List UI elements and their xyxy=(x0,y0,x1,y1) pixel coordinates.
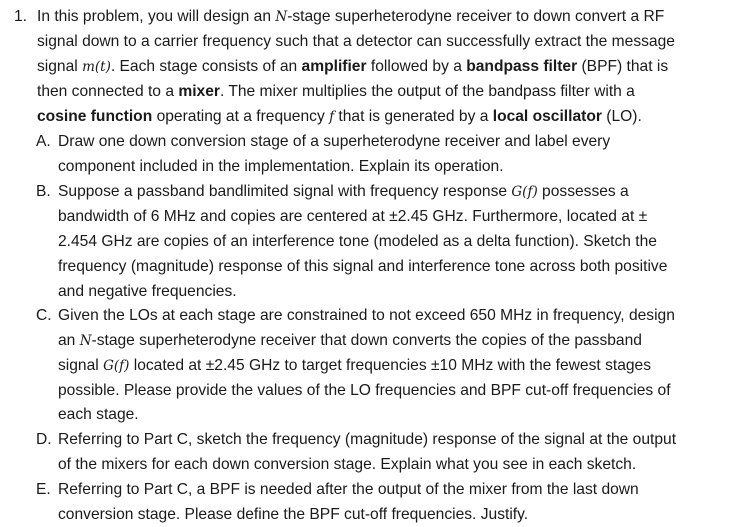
plus-minus-symbol: ± xyxy=(389,208,398,225)
part-b-line-4: frequency (magnitude) response of this signal and interference tone across both positive xyxy=(58,258,668,275)
math-f: f xyxy=(329,109,335,125)
math-g-of-f: G(f) xyxy=(511,184,538,200)
plus-minus-symbol: ± xyxy=(430,357,440,374)
part-e-label: E. xyxy=(36,481,51,498)
intro-text: . Each stage consists of an xyxy=(110,58,302,75)
term-mixer: mixer xyxy=(178,83,220,100)
intro-text: operating at a frequency xyxy=(152,108,330,125)
part-a-line-1: Draw one down conversion stage of a superheterodyne receiver and label every xyxy=(58,133,611,150)
part-b-line-3: 2.454 GHz are copies of an interference tone (modeled as a delta function). Sketch the xyxy=(58,233,657,250)
problem-number: 1. xyxy=(14,8,28,25)
intro-text: . The mixer multiplies the output of the bandpass filter with a xyxy=(219,83,635,100)
part-c-text: signal xyxy=(58,357,104,374)
math-m-of-t: m(t) xyxy=(82,59,111,75)
part-c-text: an xyxy=(58,332,80,349)
part-b-text: 2.45 GHz. Furthermore, located at xyxy=(397,208,639,225)
part-c-text: located at xyxy=(129,357,206,374)
part-c-text: 2.45 GHz to target frequencies xyxy=(214,357,431,374)
part-c-line-4: possible. Please provide the values of the LO frequencies and BPF cut-off frequencies of xyxy=(58,382,671,399)
intro-text: (LO). xyxy=(601,108,642,125)
part-c-line-2 xyxy=(58,331,642,351)
term-amplifier: amplifier xyxy=(301,58,367,75)
intro-line-4 xyxy=(37,82,635,102)
part-b-text: bandwidth of 6 MHz and copies are centered at xyxy=(58,208,390,225)
math-g-of-f: G(f) xyxy=(103,358,130,374)
part-d-line-2: of the mixers for each down conversion stage. Explain what you see in each sketch. xyxy=(58,456,637,473)
part-e-line-1: Referring to Part C, a BPF is needed after the output of the mixer from the last down xyxy=(58,481,639,498)
term-local-oscillator: local oscillator xyxy=(492,108,602,125)
part-b-line-2 xyxy=(58,207,647,227)
plus-minus-symbol: ± xyxy=(638,208,648,225)
intro-text: that is generated by a xyxy=(334,108,493,125)
part-b-text: Suppose a passband bandlimited signal with frequency response xyxy=(58,183,512,200)
intro-text: signal xyxy=(37,58,83,75)
part-b-label: B. xyxy=(36,183,51,200)
intro-text: then connected to a xyxy=(37,83,179,100)
term-cosine-function: cosine function xyxy=(37,108,153,125)
part-e-line-2: conversion stage. Please define the BPF cut-off frequencies. Justify. xyxy=(58,506,529,523)
term-bandpass-filter: bandpass filter xyxy=(466,58,578,75)
intro-line-2: signal down to a carrier frequency such that a detector can successfully extract the message xyxy=(37,33,675,50)
intro-text: In this problem, you will design an xyxy=(37,8,276,25)
part-c-text: 10 MHz with the fewest stages xyxy=(439,357,652,374)
intro-text: followed by a xyxy=(366,58,467,75)
part-b-line-5: and negative frequencies. xyxy=(58,283,237,300)
part-d-label: D. xyxy=(36,431,52,448)
plus-minus-symbol: ± xyxy=(205,357,215,374)
part-b-text: possesses a xyxy=(537,183,629,200)
intro-text: -stage superheterodyne receiver to down convert a RF xyxy=(287,8,665,25)
intro-text: (BPF) that is xyxy=(577,58,669,75)
part-a-label: A. xyxy=(36,133,51,150)
part-d-line-1: Referring to Part C, sketch the frequency (magnitude) response of the signal at the output xyxy=(58,431,677,448)
part-c-text: -stage superheterodyne receiver that down converts the copies of the passband xyxy=(91,332,642,349)
part-c-line-3 xyxy=(58,356,651,376)
part-a-line-2: component included in the implementation. Explain its operation. xyxy=(58,158,504,175)
part-c-label: C. xyxy=(36,307,52,324)
intro-line-1 xyxy=(37,7,664,27)
intro-line-3 xyxy=(37,57,668,77)
part-c-line-1: Given the LOs at each stage are constrained to not exceed 650 MHz in frequency, design xyxy=(58,307,675,324)
intro-line-5 xyxy=(37,107,642,127)
part-c-line-5: each stage. xyxy=(58,406,139,423)
math-n: N xyxy=(79,333,92,349)
part-b-line-1 xyxy=(58,182,629,202)
math-n: N xyxy=(275,9,288,25)
